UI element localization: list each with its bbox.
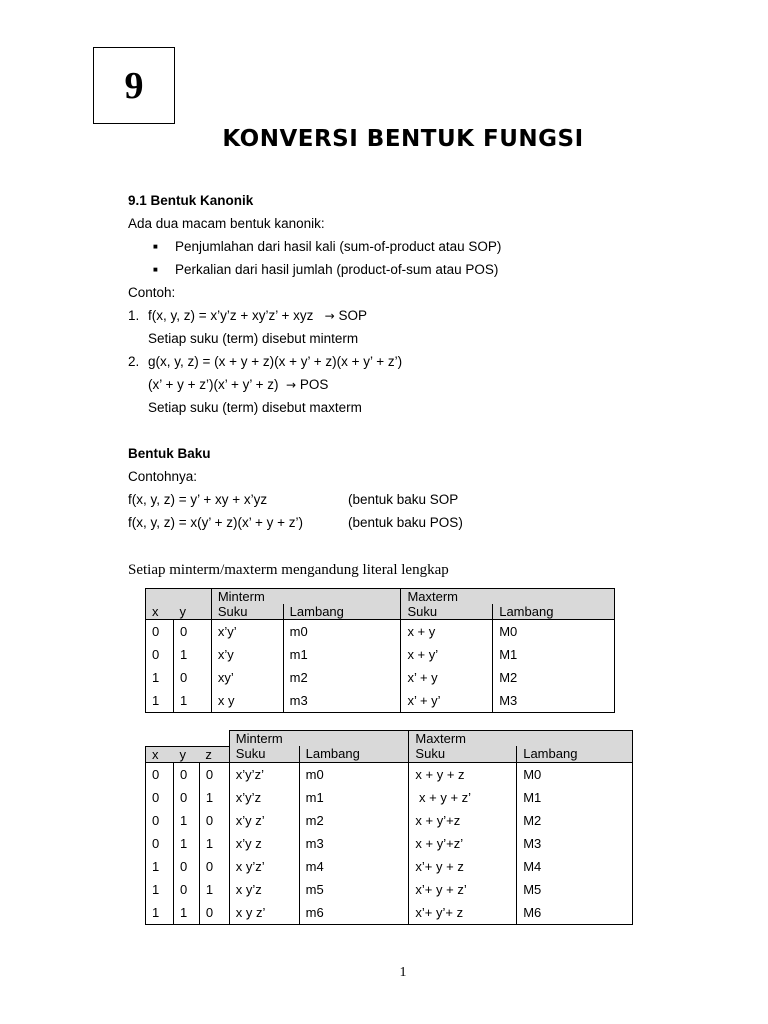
baku-example-1-formula: f(x, y, z) = y’ + xy + x’yz	[128, 492, 268, 507]
example-1-note: Setiap suku (term) disebut minterm	[148, 331, 359, 346]
table-row	[146, 832, 633, 855]
table-cell: M0	[517, 762, 633, 786]
contoh-label: Contoh:	[128, 285, 176, 300]
table-cell: m1	[283, 643, 401, 666]
table-cell: M0	[493, 620, 615, 644]
table-cell: m3	[299, 832, 409, 855]
table-cell: m0	[299, 762, 409, 786]
table-cell: x’ + y’	[401, 689, 493, 713]
table-group-header	[146, 589, 615, 605]
table-cell: 1	[146, 878, 174, 901]
table-cell: 0	[199, 762, 229, 786]
arrow-right-icon: →	[286, 378, 297, 392]
table-cell: x y’z’	[229, 855, 299, 878]
table-cell: x’y’	[211, 620, 283, 644]
baku-intro: Contohnya:	[128, 469, 198, 484]
column-header: Suku	[229, 746, 299, 762]
bullet-item-pos: Perkalian dari hasil jumlah (product-of-sum atau POS)	[175, 262, 499, 277]
table-cell: x’ + y	[401, 666, 493, 689]
column-header: x	[146, 746, 174, 762]
table-cell: 1	[173, 809, 199, 832]
table-cell: m0	[283, 620, 401, 644]
chapter-number: 9	[124, 64, 144, 107]
table-caption: Setiap minterm/maxterm mengandung literal lengkap	[128, 562, 449, 578]
table-cell: M2	[493, 666, 615, 689]
table-cell: x’y z	[229, 832, 299, 855]
example-2-expression	[148, 377, 328, 392]
table-row	[146, 689, 615, 713]
column-header: x	[146, 604, 174, 620]
table-cell: M1	[493, 643, 615, 666]
group-minterm: Minterm	[229, 731, 409, 747]
table-cell: x y’z	[229, 878, 299, 901]
column-header: Lambang	[517, 746, 633, 762]
table-cell: x’+ y + z’	[409, 878, 517, 901]
table-cell: x’y’z’	[229, 762, 299, 786]
table-cell: M2	[517, 809, 633, 832]
chapter-number-box	[93, 47, 175, 124]
table-cell: xy’	[211, 666, 283, 689]
table-cell: m3	[283, 689, 401, 713]
baku-example-1-note: (bentuk baku SOP	[348, 492, 459, 507]
table-cell: m1	[299, 786, 409, 809]
table-row	[146, 809, 633, 832]
table-cell: x + y’+z	[409, 809, 517, 832]
table-cell: 1	[146, 901, 174, 925]
column-header: y	[173, 604, 211, 620]
column-header: Suku	[401, 604, 493, 620]
table-cell: m6	[299, 901, 409, 925]
example-1-expression	[148, 308, 367, 323]
column-header: Suku	[409, 746, 517, 762]
arrow-right-icon: →	[324, 309, 335, 323]
kanonik-intro: Ada dua macam bentuk kanonik:	[128, 216, 325, 231]
table-cell: x’+ y + z	[409, 855, 517, 878]
table-row	[146, 620, 615, 644]
baku-example-2-formula: f(x, y, z) = x(y’ + z)(x’ + y + z’)	[128, 515, 304, 530]
table-cell: 1	[199, 786, 229, 809]
column-header: Lambang	[283, 604, 401, 620]
table-cell: 0	[173, 855, 199, 878]
table-cell: 1	[146, 689, 174, 713]
table-cell: x y	[211, 689, 283, 713]
bullet-icon: ■	[153, 265, 158, 274]
table-cell: 1	[173, 689, 211, 713]
table-cell: M4	[517, 855, 633, 878]
table-cell: x y z’	[229, 901, 299, 925]
example-2-formula: g(x, y, z) = (x + y + z)(x + y’ + z)(x + y’ + z’)	[148, 354, 403, 369]
example-1-formula: f(x, y, z) = x’y’z + xy’z’ + xyz	[148, 308, 314, 323]
table-cell: 0	[173, 666, 211, 689]
table-cell: 1	[173, 832, 199, 855]
table-cell: 0	[173, 878, 199, 901]
section-heading-kanonik: 9.1 Bentuk Kanonik	[128, 193, 254, 208]
table-cell: M1	[517, 786, 633, 809]
table-row	[146, 643, 615, 666]
table-cell: x + y + z’	[409, 786, 517, 809]
table-column-header	[146, 746, 633, 762]
table-cell: 0	[199, 901, 229, 925]
table-cell: m2	[299, 809, 409, 832]
table-row	[146, 786, 633, 809]
table-cell: 0	[146, 809, 174, 832]
table-cell: 1	[173, 901, 199, 925]
table-row	[146, 901, 633, 925]
table-cell: x + y’+z’	[409, 832, 517, 855]
table-cell: 0	[146, 832, 174, 855]
column-header: Lambang	[493, 604, 615, 620]
table-column-header	[146, 604, 615, 620]
column-header: Lambang	[299, 746, 409, 762]
example-2-number: 2.	[128, 354, 140, 369]
table-cell: x’y	[211, 643, 283, 666]
table-row	[146, 855, 633, 878]
column-header: z	[199, 746, 229, 762]
table-cell: m4	[299, 855, 409, 878]
table-cell: 0	[146, 786, 174, 809]
table-group-header	[146, 731, 633, 747]
table-cell: 1	[146, 855, 174, 878]
table-row	[146, 666, 615, 689]
minterm-maxterm-table-2var	[145, 588, 615, 713]
group-maxterm: Maxterm	[401, 589, 615, 605]
table-row	[146, 878, 633, 901]
table-cell: 1	[199, 832, 229, 855]
table-cell: 0	[199, 855, 229, 878]
minterm-maxterm-table-3var	[145, 730, 633, 925]
table-cell: m5	[299, 878, 409, 901]
section-heading-baku: Bentuk Baku	[128, 446, 211, 461]
baku-example-2-note: (bentuk baku POS)	[348, 515, 463, 530]
example-2-note: Setiap suku (term) disebut maxterm	[148, 400, 362, 415]
table-cell: M5	[517, 878, 633, 901]
table-row	[146, 762, 633, 786]
table-cell: 0	[146, 762, 174, 786]
table-cell: x + y’	[401, 643, 493, 666]
example-2-form: POS	[299, 377, 329, 392]
table-cell: x + y	[401, 620, 493, 644]
table-cell: M3	[493, 689, 615, 713]
table-cell: 0	[199, 809, 229, 832]
table-cell: m2	[283, 666, 401, 689]
table-cell: x + y + z	[409, 762, 517, 786]
table-cell: 1	[199, 878, 229, 901]
example-1-number: 1.	[128, 308, 140, 323]
table-cell: 0	[146, 620, 174, 644]
bullet-icon: ■	[153, 242, 158, 251]
page-title: KONVERSI BENTUK FUNGSI	[222, 126, 584, 152]
column-header: y	[173, 746, 199, 762]
column-header: Suku	[211, 604, 283, 620]
table-cell: x’y’z	[229, 786, 299, 809]
table-cell: 0	[173, 762, 199, 786]
example-2-formula-cont: (x’ + y + z’)(x’ + y’ + z)	[148, 377, 279, 392]
table-cell: M3	[517, 832, 633, 855]
group-minterm: Minterm	[211, 589, 401, 605]
group-maxterm: Maxterm	[409, 731, 633, 747]
table-cell: x’y z’	[229, 809, 299, 832]
page-number: 1	[399, 965, 407, 980]
table-cell: 0	[146, 643, 174, 666]
table-cell: 1	[173, 643, 211, 666]
example-1-form: SOP	[338, 308, 368, 323]
table-cell: M6	[517, 901, 633, 925]
table-cell: 0	[173, 786, 199, 809]
table-cell: x’+ y’+ z	[409, 901, 517, 925]
bullet-item-sop: Penjumlahan dari hasil kali (sum-of-product atau SOP)	[175, 239, 502, 254]
table-cell: 1	[146, 666, 174, 689]
table-cell: 0	[173, 620, 211, 644]
